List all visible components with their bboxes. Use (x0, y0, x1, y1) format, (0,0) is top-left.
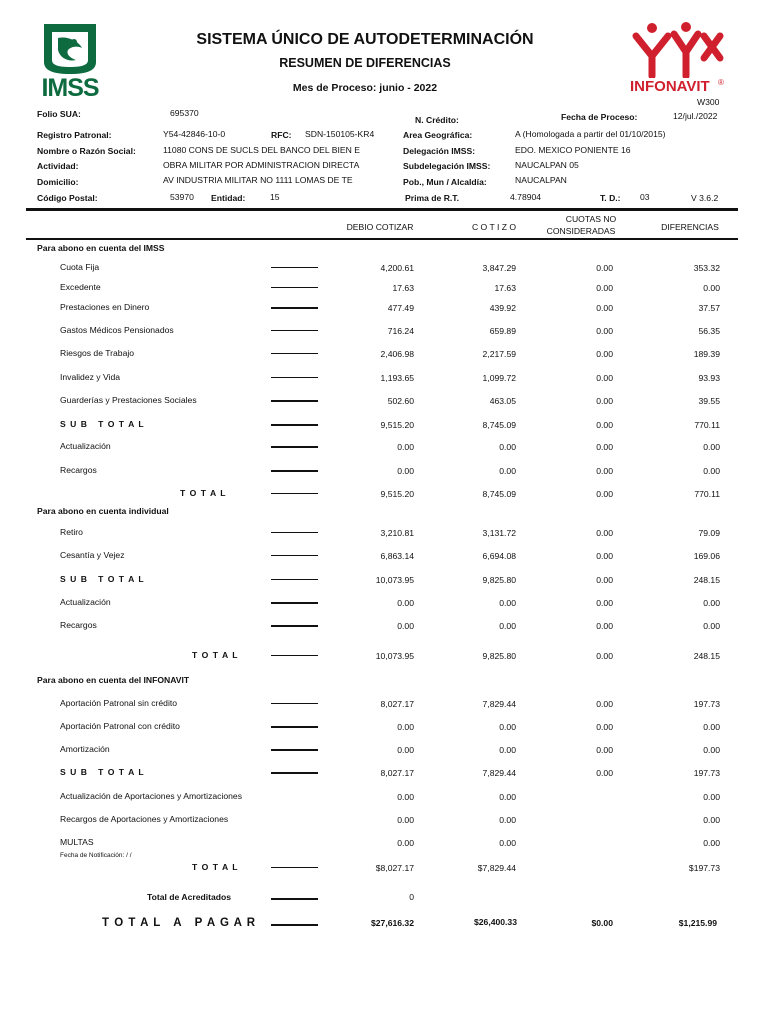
infonavit-registered-mark: ® (718, 78, 724, 87)
cell-cuotas: 0.00 (596, 621, 613, 631)
cell-cotizo: 3,131.72 (482, 528, 516, 538)
col-header-cotizo: C O T I Z O (471, 222, 517, 232)
cell-diferencias: 0.00 (703, 815, 720, 825)
cell-cuotas: 0.00 (596, 598, 613, 608)
section-individual: Para abono en cuenta individual (37, 506, 169, 516)
folio-label: Folio SUA: (37, 109, 81, 119)
cell-diferencias: 197.73 (693, 768, 720, 778)
cell-diferencias: 0.00 (703, 466, 720, 476)
registro-value: Y54-42846-10-0 (163, 129, 226, 139)
cell-diferencias: 0.00 (703, 792, 720, 802)
infonavit-logo (630, 22, 726, 94)
cp-label: Código Postal: (37, 193, 98, 203)
actividad-label: Actividad: (37, 161, 79, 171)
acreditados-value: 0 (409, 892, 414, 902)
cell-cuotas: 0.00 (596, 466, 613, 476)
cell-cuotas: 0.00 (596, 551, 613, 561)
td-label: T. D.: (600, 193, 621, 203)
column-header-divider (26, 238, 738, 240)
grand-total-label: T O T A L A P A G A R (102, 917, 257, 929)
cell-cotizo: 0.00 (499, 838, 516, 848)
row-label: MULTAS (60, 837, 94, 847)
acreditados-rule (271, 898, 318, 900)
cell-cotizo: $7,829.44 (477, 863, 516, 873)
cell-cuotas: 0.00 (596, 768, 613, 778)
cell-debio: 10,073.95 (375, 575, 414, 585)
prima-label: Prima de R.T. (405, 193, 459, 203)
grand-total-diferencias: $1,215.99 (678, 918, 717, 928)
row-rule (271, 532, 318, 533)
cell-debio: 0.00 (397, 838, 414, 848)
cell-cuotas: 0.00 (596, 575, 613, 585)
area-label: Area Geográfica: (403, 130, 473, 140)
row-label: Actualización (60, 597, 111, 607)
pob-value: NAUCALPAN (515, 175, 567, 185)
cell-cuotas: 0.00 (596, 349, 613, 359)
cell-cuotas: 0.00 (596, 373, 613, 383)
row-rule (271, 749, 318, 751)
row-label: T O T A L (180, 488, 227, 498)
registro-label: Registro Patronal: (37, 130, 112, 140)
cell-cuotas: 0.00 (596, 528, 613, 538)
cell-diferencias: 770.11 (694, 489, 720, 499)
cell-cotizo: 8,745.09 (482, 420, 516, 430)
cell-diferencias: $197.73 (688, 863, 720, 873)
nombre-label: Nombre o Razón Social: (37, 146, 136, 156)
process-period: Mes de Proceso: junio - 2022 (292, 82, 438, 94)
row-rule (271, 400, 318, 402)
cell-cotizo: 0.00 (499, 466, 516, 476)
cell-debio: 0.00 (397, 815, 414, 825)
td-value: 03 (640, 192, 650, 202)
cell-debio: 1,193.65 (380, 373, 414, 383)
area-value: A (Homologada a partir del 01/10/2015) (515, 129, 666, 139)
cell-diferencias: 37.57 (698, 303, 720, 313)
version-label: V 3.6.2 (691, 193, 719, 203)
rfc-label: RFC: (271, 130, 292, 140)
cell-cuotas: 0.00 (596, 396, 613, 406)
cell-diferencias: 248.15 (693, 651, 720, 661)
row-label: T O T A L (192, 650, 239, 660)
cell-diferencias: 56.35 (698, 326, 720, 336)
cell-cuotas: 0.00 (596, 651, 613, 661)
cp-value: 53970 (170, 192, 194, 202)
actividad-value: OBRA MILITAR POR ADMINISTRACION DIRECTA (163, 160, 360, 170)
cell-cotizo: 0.00 (499, 442, 516, 452)
credito-label: N. Crédito: (415, 115, 459, 125)
row-label: S U B T O T A L (60, 574, 145, 584)
cell-debio: 8,027.17 (380, 699, 414, 709)
cell-diferencias: 0.00 (703, 598, 720, 608)
row-rule (271, 625, 318, 627)
domicilio-value: AV INDUSTRIA MILITAR NO 1111 LOMAS DE TE (163, 175, 353, 185)
cell-cotizo: 0.00 (499, 621, 516, 631)
fecha-proceso-value: 12/jul./2022 (673, 111, 718, 121)
imss-logo (38, 22, 102, 104)
row-rule (271, 470, 318, 472)
cell-debio: 0.00 (397, 722, 414, 732)
cell-debio: 477.49 (387, 303, 414, 313)
cell-cotizo: 0.00 (499, 745, 516, 755)
cell-diferencias: 248.15 (693, 575, 720, 585)
imss-logo-text: IMSS (41, 74, 99, 102)
cell-diferencias: 0.00 (703, 838, 720, 848)
cell-cotizo: 1,099.72 (482, 373, 516, 383)
row-label: Cuota Fija (60, 262, 100, 272)
cell-cuotas: 0.00 (596, 303, 613, 313)
cell-cotizo: 17.63 (494, 283, 516, 293)
cell-debio: 17.63 (392, 283, 414, 293)
cell-cotizo: 463.05 (489, 396, 516, 406)
row-rule (271, 307, 318, 309)
row-rule (271, 287, 318, 288)
folio-value: 695370 (170, 108, 199, 118)
cell-cuotas: 0.00 (596, 420, 613, 430)
cell-debio: 8,027.17 (380, 768, 414, 778)
cell-debio: 9,515.20 (380, 420, 414, 430)
row-rule (271, 726, 318, 728)
row-label: Recargos (60, 620, 97, 630)
cell-diferencias: 0.00 (703, 621, 720, 631)
cell-debio: 6,863.14 (380, 551, 414, 561)
cell-debio: 0.00 (397, 792, 414, 802)
rfc-value: SDN-150105-KR4 (305, 129, 375, 139)
row-label: S U B T O T A L (60, 767, 145, 777)
grand-total-debio: $27,616.32 (370, 918, 414, 928)
delegacion-value: EDO. MEXICO PONIENTE 16 (515, 145, 631, 155)
delegacion-label: Delegación IMSS: (403, 146, 476, 156)
row-rule (271, 446, 318, 448)
row-rule (271, 772, 318, 774)
row-rule (271, 555, 318, 556)
domicilio-label: Domicilio: (37, 177, 79, 187)
cell-cotizo: 3,847.29 (482, 263, 516, 273)
cell-debio: 2,406.98 (380, 349, 414, 359)
entidad-value: 15 (270, 192, 280, 202)
cell-cuotas: 0.00 (596, 722, 613, 732)
section-infonavit: Para abono en cuenta del INFONAVIT (37, 675, 190, 685)
row-rule (271, 353, 318, 354)
cell-debio: 0.00 (397, 598, 414, 608)
row-rule (271, 579, 318, 580)
row-label: Retiro (60, 527, 83, 537)
prima-value: 4.78904 (510, 192, 542, 202)
infonavit-logo-text: INFONAVIT (630, 78, 710, 95)
cell-debio: 10,073.95 (375, 651, 414, 661)
cell-cotizo: 7,829.44 (482, 768, 516, 778)
cell-cuotas: 0.00 (596, 699, 613, 709)
row-rule (271, 655, 318, 656)
cell-debio: 3,210.81 (380, 528, 414, 538)
cell-diferencias: 169.06 (693, 551, 720, 561)
cell-diferencias: 39.55 (698, 396, 720, 406)
cell-cotizo: 0.00 (499, 598, 516, 608)
cell-cotizo: 2,217.59 (482, 349, 516, 359)
row-label: Aportación Patronal con crédito (60, 721, 180, 731)
notification-date: Fecha de Notificación: / / (60, 852, 132, 859)
row-rule (271, 867, 318, 868)
cell-diferencias: 93.93 (698, 373, 720, 383)
pob-label: Pob., Mun / Alcaldía: (403, 177, 487, 187)
row-rule (271, 267, 318, 268)
row-label: Cesantía y Vejez (60, 550, 125, 560)
section-imss: Para abono en cuenta del IMSS (37, 243, 165, 253)
cell-cuotas: 0.00 (596, 263, 613, 273)
cell-cotizo: 439.92 (489, 303, 516, 313)
cell-debio: $8,027.17 (375, 863, 414, 873)
row-label: Amortización (60, 744, 110, 754)
cell-cotizo: 0.00 (499, 815, 516, 825)
cell-cotizo: 7,829.44 (482, 699, 516, 709)
row-label: Prestaciones en Dinero (60, 302, 150, 312)
cell-cotizo: 6,694.08 (482, 551, 516, 561)
row-rule (271, 493, 318, 494)
row-label: Aportación Patronal sin crédito (60, 698, 178, 708)
row-label: Recargos (60, 465, 97, 475)
row-label: Invalidez y Vida (60, 372, 121, 382)
cell-cuotas: 0.00 (596, 489, 613, 499)
row-rule (271, 424, 318, 426)
cell-diferencias: 197.73 (693, 699, 720, 709)
row-label: Riesgos de Trabajo (60, 348, 135, 358)
entidad-label: Entidad: (211, 193, 246, 203)
acreditados-label: Total de Acreditados (147, 892, 232, 902)
cell-cuotas: 0.00 (596, 745, 613, 755)
cell-cotizo: 0.00 (499, 792, 516, 802)
row-label: Recargos de Aportaciones y Amortizaciones (60, 814, 229, 824)
nombre-value: 11080 CONS DE SUCLS DEL BANCO DEL BIEN E (163, 145, 360, 155)
col-header-cuotas-2: CONSIDERADAS (546, 226, 616, 236)
cell-cuotas: 0.00 (596, 442, 613, 452)
row-label: Actualización de Aportaciones y Amortizaciones (60, 791, 242, 801)
cell-cotizo: 9,825.80 (482, 575, 516, 585)
cell-debio: 0.00 (397, 466, 414, 476)
cell-diferencias: 770.11 (694, 420, 720, 430)
cell-diferencias: 0.00 (703, 722, 720, 732)
cell-debio: 0.00 (397, 621, 414, 631)
cell-diferencias: 353.32 (693, 263, 720, 273)
cell-debio: 9,515.20 (380, 489, 414, 499)
grand-total-cuotas: $0.00 (591, 918, 613, 928)
cell-cotizo: 659.89 (489, 326, 516, 336)
subdelegacion-value: NAUCALPAN 05 (515, 160, 579, 170)
row-rule (271, 330, 318, 331)
cell-diferencias: 189.39 (693, 349, 720, 359)
grand-total-cotizo: $26,400.33 (473, 917, 517, 927)
row-label: Excedente (60, 282, 101, 292)
row-rule (271, 703, 318, 704)
row-label: Actualización (60, 441, 111, 451)
cell-debio: 0.00 (397, 442, 414, 452)
row-rule (271, 602, 318, 604)
cell-diferencias: 0.00 (703, 442, 720, 452)
doc-title: SISTEMA ÚNICO DE AUTODETERMINACIÓN (196, 31, 534, 48)
cell-diferencias: 0.00 (703, 283, 720, 293)
grand-total-rule (271, 924, 318, 926)
row-label: T O T A L (192, 862, 239, 872)
row-rule (271, 377, 318, 378)
cell-cuotas: 0.00 (596, 326, 613, 336)
col-header-diferencias: DIFERENCIAS (661, 222, 719, 232)
row-label: Guarderías y Prestaciones Sociales (60, 395, 197, 405)
col-header-debio: DEBIO COTIZAR (346, 222, 414, 232)
cell-cotizo: 8,745.09 (482, 489, 516, 499)
cell-debio: 4,200.61 (380, 263, 414, 273)
header-divider (26, 208, 738, 211)
cell-debio: 502.60 (387, 396, 414, 406)
cell-cotizo: 9,825.80 (482, 651, 516, 661)
cell-debio: 0.00 (397, 745, 414, 755)
cell-cotizo: 0.00 (499, 722, 516, 732)
col-header-cuotas-1: CUOTAS NO (565, 214, 617, 224)
doc-subtitle: RESUMEN DE DIFERENCIAS (279, 56, 451, 70)
cell-diferencias: 79.09 (698, 528, 720, 538)
cell-debio: 716.24 (387, 326, 414, 336)
row-label: S U B T O T A L (60, 419, 145, 429)
cell-cuotas: 0.00 (596, 283, 613, 293)
form-code: W300 (697, 97, 720, 107)
row-label: Gastos Médicos Pensionados (60, 325, 174, 335)
cell-diferencias: 0.00 (703, 745, 720, 755)
fecha-proceso-label: Fecha de Proceso: (561, 112, 638, 122)
subdelegacion-label: Subdelegación IMSS: (403, 161, 491, 171)
